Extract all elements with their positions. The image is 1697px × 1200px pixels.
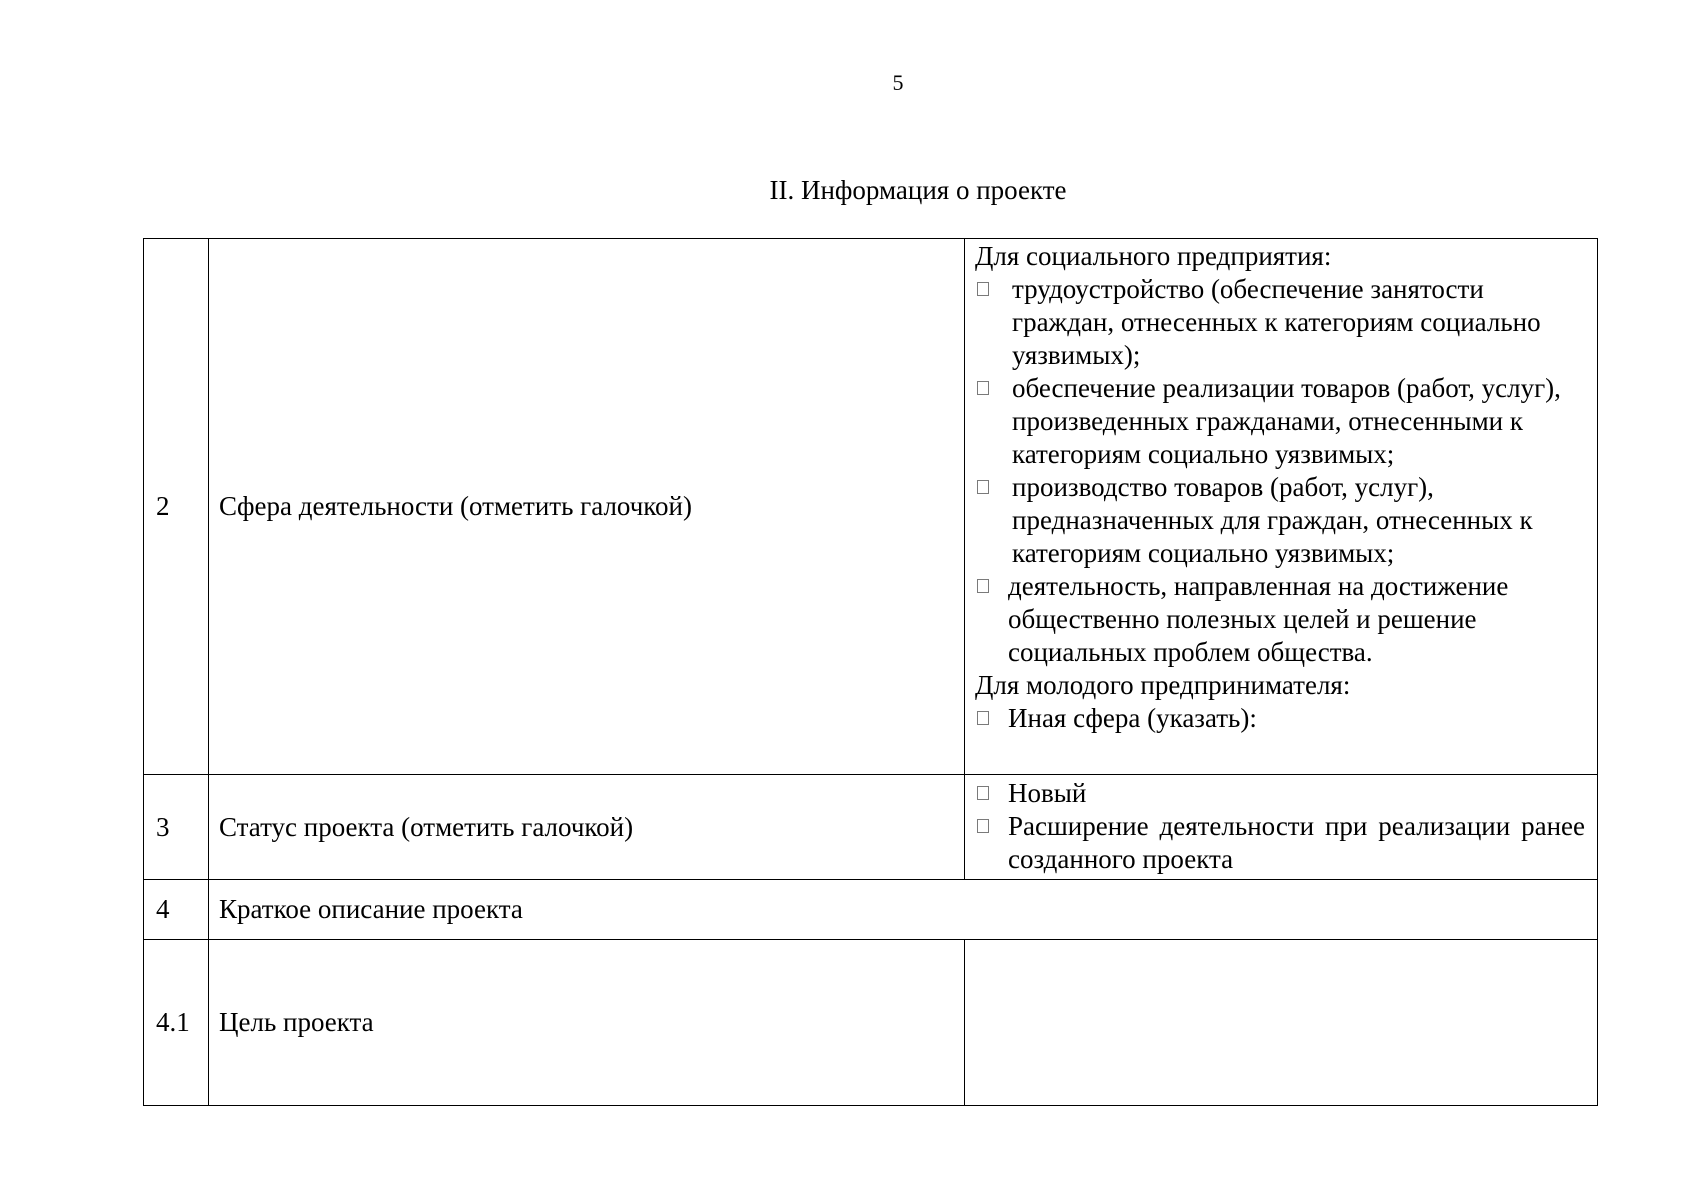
checkbox-icon[interactable] xyxy=(977,282,989,296)
page-number: 5 xyxy=(892,70,904,95)
checkbox-icon[interactable] xyxy=(977,579,989,593)
field-label-status: Статус проекта (отметить галочкой) xyxy=(209,775,965,880)
option-employment[interactable] xyxy=(975,273,1585,372)
table-row-goal xyxy=(144,940,1598,1106)
section-title: II. Информация о проекте xyxy=(769,175,1067,205)
goal-value-field[interactable] xyxy=(965,940,1598,1106)
row-number: 3 xyxy=(144,775,209,880)
young-entrepreneur-heading: Для молодого предпринимателя: xyxy=(975,670,1351,700)
table-row-status xyxy=(144,775,1598,880)
option-label: Иная сфера (указать): xyxy=(1008,703,1257,733)
checkbox-icon[interactable] xyxy=(977,786,989,800)
field-label-goal: Цель проекта xyxy=(209,940,965,1106)
option-production[interactable] xyxy=(975,471,1585,570)
field-label-short-description: Краткое описание проекта xyxy=(209,880,1598,940)
project-info-table xyxy=(143,238,1598,1106)
field-label-sphere: Сфера деятельности (отметить галочкой) xyxy=(209,239,965,775)
option-public-benefit[interactable] xyxy=(975,570,1585,669)
sphere-options xyxy=(965,239,1598,775)
checkbox-icon[interactable] xyxy=(977,819,989,833)
row-number: 4 xyxy=(144,880,209,940)
option-label: Расширение деятельности при реализации ранее созданного проекта xyxy=(1008,811,1585,874)
option-sales[interactable] xyxy=(975,372,1585,471)
option-new[interactable] xyxy=(975,777,1585,810)
row-number: 4.1 xyxy=(144,940,209,1106)
checkbox-icon[interactable] xyxy=(977,381,989,395)
option-label: деятельность, направленная на достижение общественно полезных целей и решение социальных проблем общества. xyxy=(1008,571,1509,667)
option-expansion[interactable] xyxy=(975,810,1585,876)
checkbox-icon[interactable] xyxy=(977,711,989,725)
status-options xyxy=(965,775,1598,880)
social-enterprise-heading: Для социального предприятия: xyxy=(975,241,1332,271)
option-label: Новый xyxy=(1008,778,1087,808)
option-label: обеспечение реализации товаров (работ, услуг), произведенных гражданами, отнесенными к категориям социально уязвимых; xyxy=(1012,373,1561,469)
option-other-sphere[interactable] xyxy=(975,702,1585,735)
option-label: трудоустройство (обеспечение занятости граждан, отнесенных к категориям социально уязвимых); xyxy=(1012,274,1541,370)
option-label: производство товаров (работ, услуг), предназначенных для граждан, отнесенных к категориям социально уязвимых; xyxy=(1012,472,1533,568)
checkbox-icon[interactable] xyxy=(977,480,989,494)
row-number: 2 xyxy=(144,239,209,775)
table-row-short-description xyxy=(144,880,1598,940)
table-row-sphere xyxy=(144,239,1598,775)
